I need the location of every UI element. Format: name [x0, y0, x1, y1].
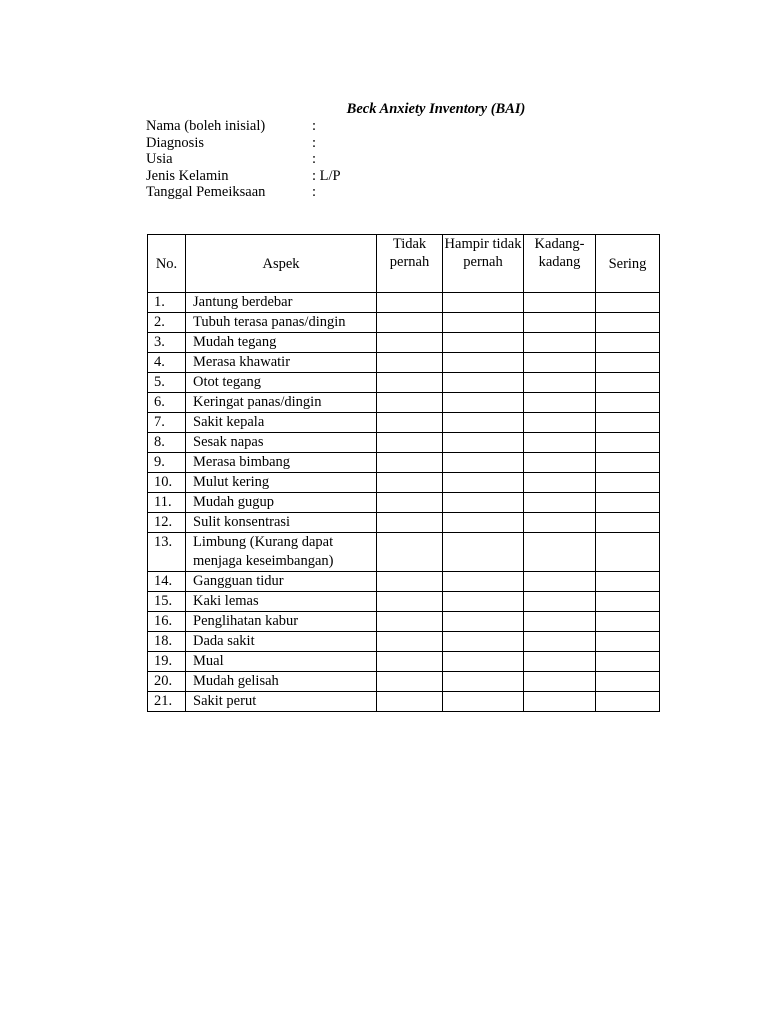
answer-cell-hampir-tidak-pernah[interactable]	[443, 433, 524, 453]
info-row-tanggal	[146, 184, 341, 201]
answer-cell-kadang-kadang[interactable]	[524, 692, 596, 712]
row-number: 21.	[148, 692, 186, 712]
table-row	[148, 652, 660, 672]
answer-cell-kadang-kadang[interactable]	[524, 293, 596, 313]
answer-cell-hampir-tidak-pernah[interactable]	[443, 533, 524, 572]
table-row	[148, 433, 660, 453]
answer-cell-tidak-pernah[interactable]	[377, 632, 443, 652]
answer-cell-tidak-pernah[interactable]	[377, 513, 443, 533]
answer-cell-sering[interactable]	[596, 513, 660, 533]
header-no: No.	[148, 235, 186, 293]
header-tidak-pernah: Tidak pernah	[377, 235, 443, 293]
row-aspek: Limbung (Kurang dapat menjaga keseimbangan)	[186, 533, 377, 572]
answer-cell-sering[interactable]	[596, 533, 660, 572]
answer-cell-kadang-kadang[interactable]	[524, 433, 596, 453]
answer-cell-sering[interactable]	[596, 313, 660, 333]
row-aspek: Penglihatan kabur	[186, 612, 377, 632]
answer-cell-sering[interactable]	[596, 373, 660, 393]
table-row	[148, 612, 660, 632]
answer-cell-sering[interactable]	[596, 293, 660, 313]
answer-cell-tidak-pernah[interactable]	[377, 493, 443, 513]
row-aspek: Sesak napas	[186, 433, 377, 453]
header-aspek: Aspek	[186, 235, 377, 293]
row-number: 7.	[148, 413, 186, 433]
row-aspek: Mual	[186, 652, 377, 672]
row-number: 10.	[148, 473, 186, 493]
answer-cell-sering[interactable]	[596, 632, 660, 652]
table-row	[148, 493, 660, 513]
answer-cell-sering[interactable]	[596, 592, 660, 612]
row-number: 18.	[148, 632, 186, 652]
answer-cell-hampir-tidak-pernah[interactable]	[443, 632, 524, 652]
answer-cell-tidak-pernah[interactable]	[377, 592, 443, 612]
answer-cell-kadang-kadang[interactable]	[524, 493, 596, 513]
answer-cell-tidak-pernah[interactable]	[377, 333, 443, 353]
document-title: Beck Anxiety Inventory (BAI)	[346, 101, 526, 117]
answer-cell-kadang-kadang[interactable]	[524, 632, 596, 652]
answer-cell-tidak-pernah[interactable]	[377, 353, 443, 373]
answer-cell-hampir-tidak-pernah[interactable]	[443, 692, 524, 712]
answer-cell-hampir-tidak-pernah[interactable]	[443, 672, 524, 692]
row-number: 2.	[148, 313, 186, 333]
row-number: 9.	[148, 453, 186, 473]
row-aspek: Mudah gelisah	[186, 672, 377, 692]
row-number: 12.	[148, 513, 186, 533]
row-aspek: Merasa khawatir	[186, 353, 377, 373]
row-number: 6.	[148, 393, 186, 413]
table-row	[148, 453, 660, 473]
answer-cell-sering[interactable]	[596, 433, 660, 453]
answer-cell-hampir-tidak-pernah[interactable]	[443, 413, 524, 433]
answer-cell-tidak-pernah[interactable]	[377, 433, 443, 453]
table-row	[148, 592, 660, 612]
answer-cell-tidak-pernah[interactable]	[377, 313, 443, 333]
info-label: Usia	[146, 151, 173, 167]
header-sering: Sering	[596, 235, 660, 293]
answer-cell-hampir-tidak-pernah[interactable]	[443, 513, 524, 533]
row-aspek: Jantung berdebar	[186, 293, 377, 313]
row-number: 16.	[148, 612, 186, 632]
answer-cell-sering[interactable]	[596, 393, 660, 413]
answer-cell-tidak-pernah[interactable]	[377, 692, 443, 712]
table-row	[148, 533, 660, 572]
info-label: Nama (boleh inisial)	[146, 118, 266, 134]
answer-cell-hampir-tidak-pernah[interactable]	[443, 293, 524, 313]
answer-cell-kadang-kadang[interactable]	[524, 592, 596, 612]
answer-cell-sering[interactable]	[596, 672, 660, 692]
answer-cell-kadang-kadang[interactable]	[524, 333, 596, 353]
answer-cell-sering[interactable]	[596, 473, 660, 493]
table-row	[148, 333, 660, 353]
answer-cell-sering[interactable]	[596, 612, 660, 632]
info-label: Jenis Kelamin	[146, 167, 229, 184]
answer-cell-kadang-kadang[interactable]	[524, 533, 596, 572]
row-number: 20.	[148, 672, 186, 692]
info-row-nama	[146, 118, 341, 135]
row-aspek: Dada sakit	[186, 632, 377, 652]
answer-cell-hampir-tidak-pernah[interactable]	[443, 473, 524, 493]
bai-table	[147, 234, 660, 712]
row-aspek: Mudah gugup	[186, 493, 377, 513]
answer-cell-tidak-pernah[interactable]	[377, 413, 443, 433]
table-row	[148, 373, 660, 393]
row-number: 15.	[148, 592, 186, 612]
answer-cell-tidak-pernah[interactable]	[377, 672, 443, 692]
row-aspek: Otot tegang	[186, 373, 377, 393]
row-aspek: Mudah tegang	[186, 333, 377, 353]
answer-cell-kadang-kadang[interactable]	[524, 473, 596, 493]
answer-cell-sering[interactable]	[596, 453, 660, 473]
row-aspek: Sulit konsentrasi	[186, 513, 377, 533]
row-aspek: Kaki lemas	[186, 592, 377, 612]
header-kadang-kadang: Kadang-kadang	[524, 235, 596, 293]
answer-cell-tidak-pernah[interactable]	[377, 393, 443, 413]
info-label: Diagnosis	[146, 134, 204, 151]
row-number: 3.	[148, 333, 186, 353]
info-value: :	[312, 151, 317, 167]
answer-cell-kadang-kadang[interactable]	[524, 413, 596, 433]
table-row	[148, 572, 660, 592]
answer-cell-tidak-pernah[interactable]	[377, 533, 443, 572]
header-hampir-tidak-pernah: Hampir tidak pernah	[443, 235, 524, 293]
table-row	[148, 632, 660, 652]
table-row	[148, 313, 660, 333]
info-value: :	[312, 118, 317, 134]
row-aspek: Sakit kepala	[186, 413, 377, 433]
answer-cell-kadang-kadang[interactable]	[524, 572, 596, 592]
answer-cell-tidak-pernah[interactable]	[377, 612, 443, 632]
table-row	[148, 513, 660, 533]
answer-cell-hampir-tidak-pernah[interactable]	[443, 493, 524, 513]
row-aspek: Tubuh terasa panas/dingin	[186, 313, 377, 333]
answer-cell-hampir-tidak-pernah[interactable]	[443, 652, 524, 672]
info-value: :	[312, 134, 317, 151]
answer-cell-sering[interactable]	[596, 353, 660, 373]
row-number: 5.	[148, 373, 186, 393]
answer-cell-kadang-kadang[interactable]	[524, 313, 596, 333]
row-number: 4.	[148, 353, 186, 373]
answer-cell-hampir-tidak-pernah[interactable]	[443, 572, 524, 592]
answer-cell-hampir-tidak-pernah[interactable]	[443, 393, 524, 413]
info-value: : L/P	[312, 167, 341, 184]
answer-cell-kadang-kadang[interactable]	[524, 393, 596, 413]
info-row-diagnosis	[146, 135, 341, 152]
table-body	[148, 293, 660, 712]
answer-cell-tidak-pernah[interactable]	[377, 572, 443, 592]
answer-cell-sering[interactable]	[596, 413, 660, 433]
row-number: 13.	[148, 533, 186, 572]
info-row-usia	[146, 151, 341, 168]
row-aspek: Keringat panas/dingin	[186, 393, 377, 413]
answer-cell-kadang-kadang[interactable]	[524, 373, 596, 393]
answer-cell-hampir-tidak-pernah[interactable]	[443, 333, 524, 353]
answer-cell-sering[interactable]	[596, 692, 660, 712]
row-aspek: Merasa bimbang	[186, 453, 377, 473]
answer-cell-kadang-kadang[interactable]	[524, 652, 596, 672]
table-row	[148, 413, 660, 433]
row-aspek: Mulut kering	[186, 473, 377, 493]
answer-cell-sering[interactable]	[596, 652, 660, 672]
info-label: Tanggal Pemeiksaan	[146, 184, 266, 200]
table-row	[148, 473, 660, 493]
row-aspek: Sakit perut	[186, 692, 377, 712]
answer-cell-sering[interactable]	[596, 572, 660, 592]
answer-cell-kadang-kadang[interactable]	[524, 453, 596, 473]
info-value: :	[312, 184, 317, 200]
table-row	[148, 353, 660, 373]
answer-cell-tidak-pernah[interactable]	[377, 473, 443, 493]
answer-cell-kadang-kadang[interactable]	[524, 513, 596, 533]
answer-cell-sering[interactable]	[596, 333, 660, 353]
answer-cell-hampir-tidak-pernah[interactable]	[443, 353, 524, 373]
answer-cell-tidak-pernah[interactable]	[377, 293, 443, 313]
table-row	[148, 692, 660, 712]
table-row	[148, 293, 660, 313]
answer-cell-tidak-pernah[interactable]	[377, 373, 443, 393]
answer-cell-hampir-tidak-pernah[interactable]	[443, 373, 524, 393]
info-row-jenis-kelamin	[146, 168, 341, 185]
answer-cell-hampir-tidak-pernah[interactable]	[443, 592, 524, 612]
answer-cell-hampir-tidak-pernah[interactable]	[443, 612, 524, 632]
answer-cell-sering[interactable]	[596, 493, 660, 513]
row-number: 11.	[148, 493, 186, 513]
answer-cell-kadang-kadang[interactable]	[524, 612, 596, 632]
row-number: 19.	[148, 652, 186, 672]
table-row	[148, 393, 660, 413]
table-row	[148, 672, 660, 692]
table-header-row	[148, 235, 660, 293]
answer-cell-tidak-pernah[interactable]	[377, 453, 443, 473]
answer-cell-hampir-tidak-pernah[interactable]	[443, 453, 524, 473]
row-number: 8.	[148, 433, 186, 453]
answer-cell-hampir-tidak-pernah[interactable]	[443, 313, 524, 333]
patient-info	[146, 118, 341, 201]
row-number: 14.	[148, 572, 186, 592]
answer-cell-kadang-kadang[interactable]	[524, 353, 596, 373]
row-number: 1.	[148, 293, 186, 313]
row-aspek: Gangguan tidur	[186, 572, 377, 592]
answer-cell-kadang-kadang[interactable]	[524, 672, 596, 692]
answer-cell-tidak-pernah[interactable]	[377, 652, 443, 672]
